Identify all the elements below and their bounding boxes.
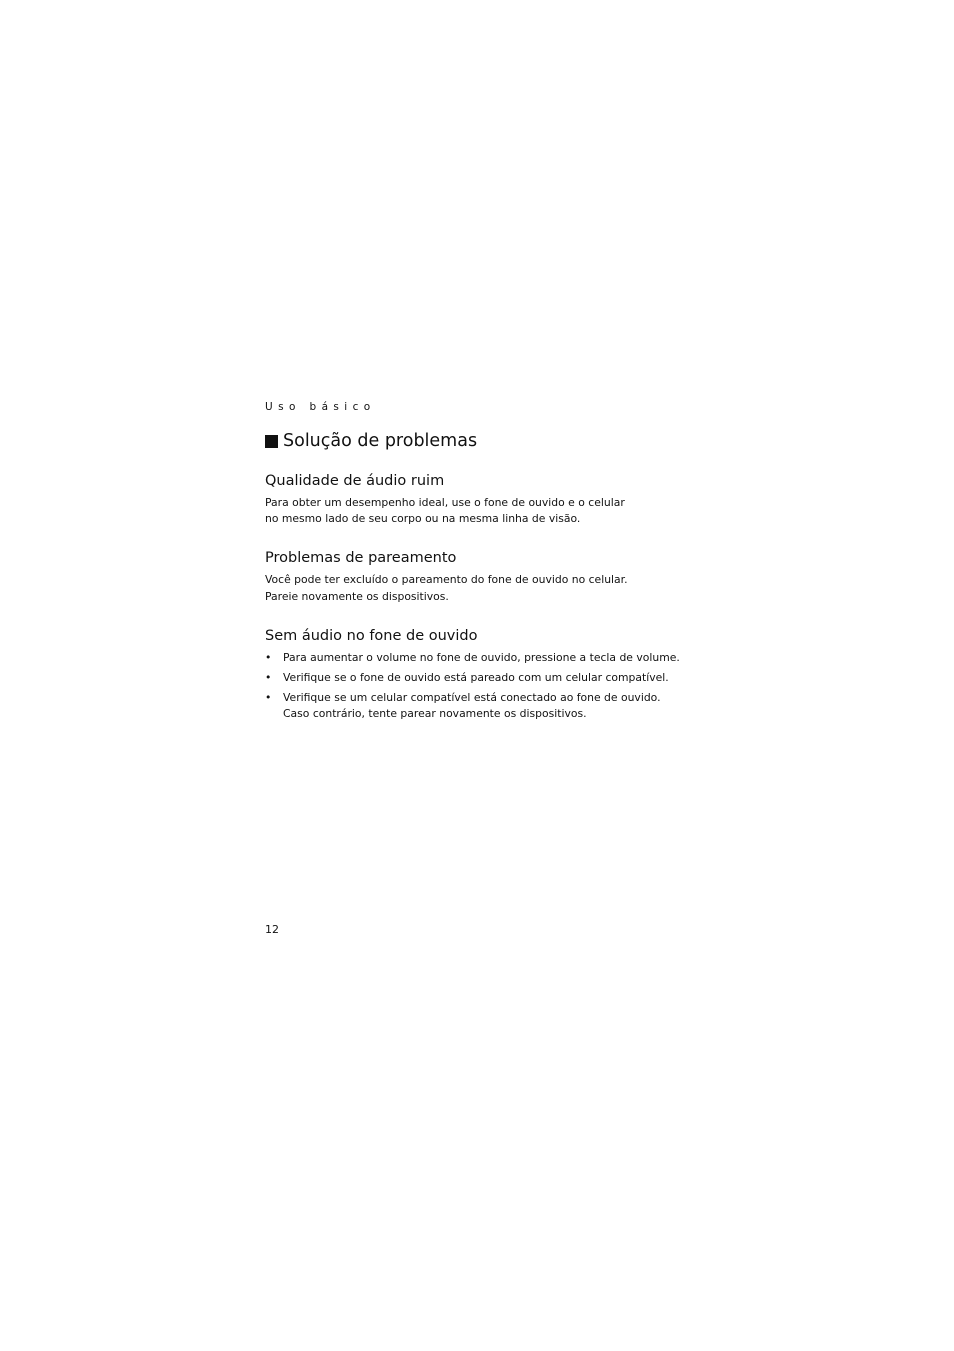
subsection-title-no-audio: Sem áudio no fone de ouvido	[265, 627, 478, 644]
section-square-icon	[265, 435, 278, 448]
paragraph-line: Você pode ter excluído o pareamento do fone de ouvido no celular.	[265, 573, 628, 587]
list-item-text: Para aumentar o volume no fone de ouvido, pressione a tecla de volume.	[283, 650, 680, 664]
section-title	[265, 429, 685, 453]
bullet-icon: •	[265, 650, 272, 664]
subsection-title-audio-quality: Qualidade de áudio ruim	[265, 473, 445, 489]
list-item-text: Verifique se o fone de ouvido está pareado com um celular compatível.	[283, 671, 669, 685]
list-item	[265, 650, 685, 666]
paragraph-line: Para obter um desempenho ideal, use o fone de ouvido e o celular	[265, 496, 625, 509]
paragraph-audio-quality	[265, 495, 685, 527]
list-item-text: Verifique se um celular compatível está conectado ao fone de ouvido.	[283, 691, 661, 705]
bullet-icon: •	[265, 671, 272, 685]
subsection-title-pairing: Problemas de pareamento	[265, 550, 457, 567]
page-number: 12	[265, 923, 279, 936]
bullet-icon: •	[265, 691, 272, 705]
paragraph-pairing	[265, 572, 685, 604]
page-content	[265, 400, 685, 727]
paragraph-line: Pareie novamente os dispositivos.	[265, 589, 449, 603]
running-header: Uso básico	[265, 401, 376, 413]
section-title-text: Solução de problemas	[283, 431, 478, 451]
paragraph-line: no mesmo lado de seu corpo ou na mesma linha de visão.	[265, 512, 581, 526]
list-item-text: Caso contrário, tente parear novamente os dispositivos.	[283, 707, 587, 721]
list-item	[265, 670, 685, 686]
list-item	[265, 690, 685, 722]
bullet-list-no-audio	[265, 650, 685, 723]
